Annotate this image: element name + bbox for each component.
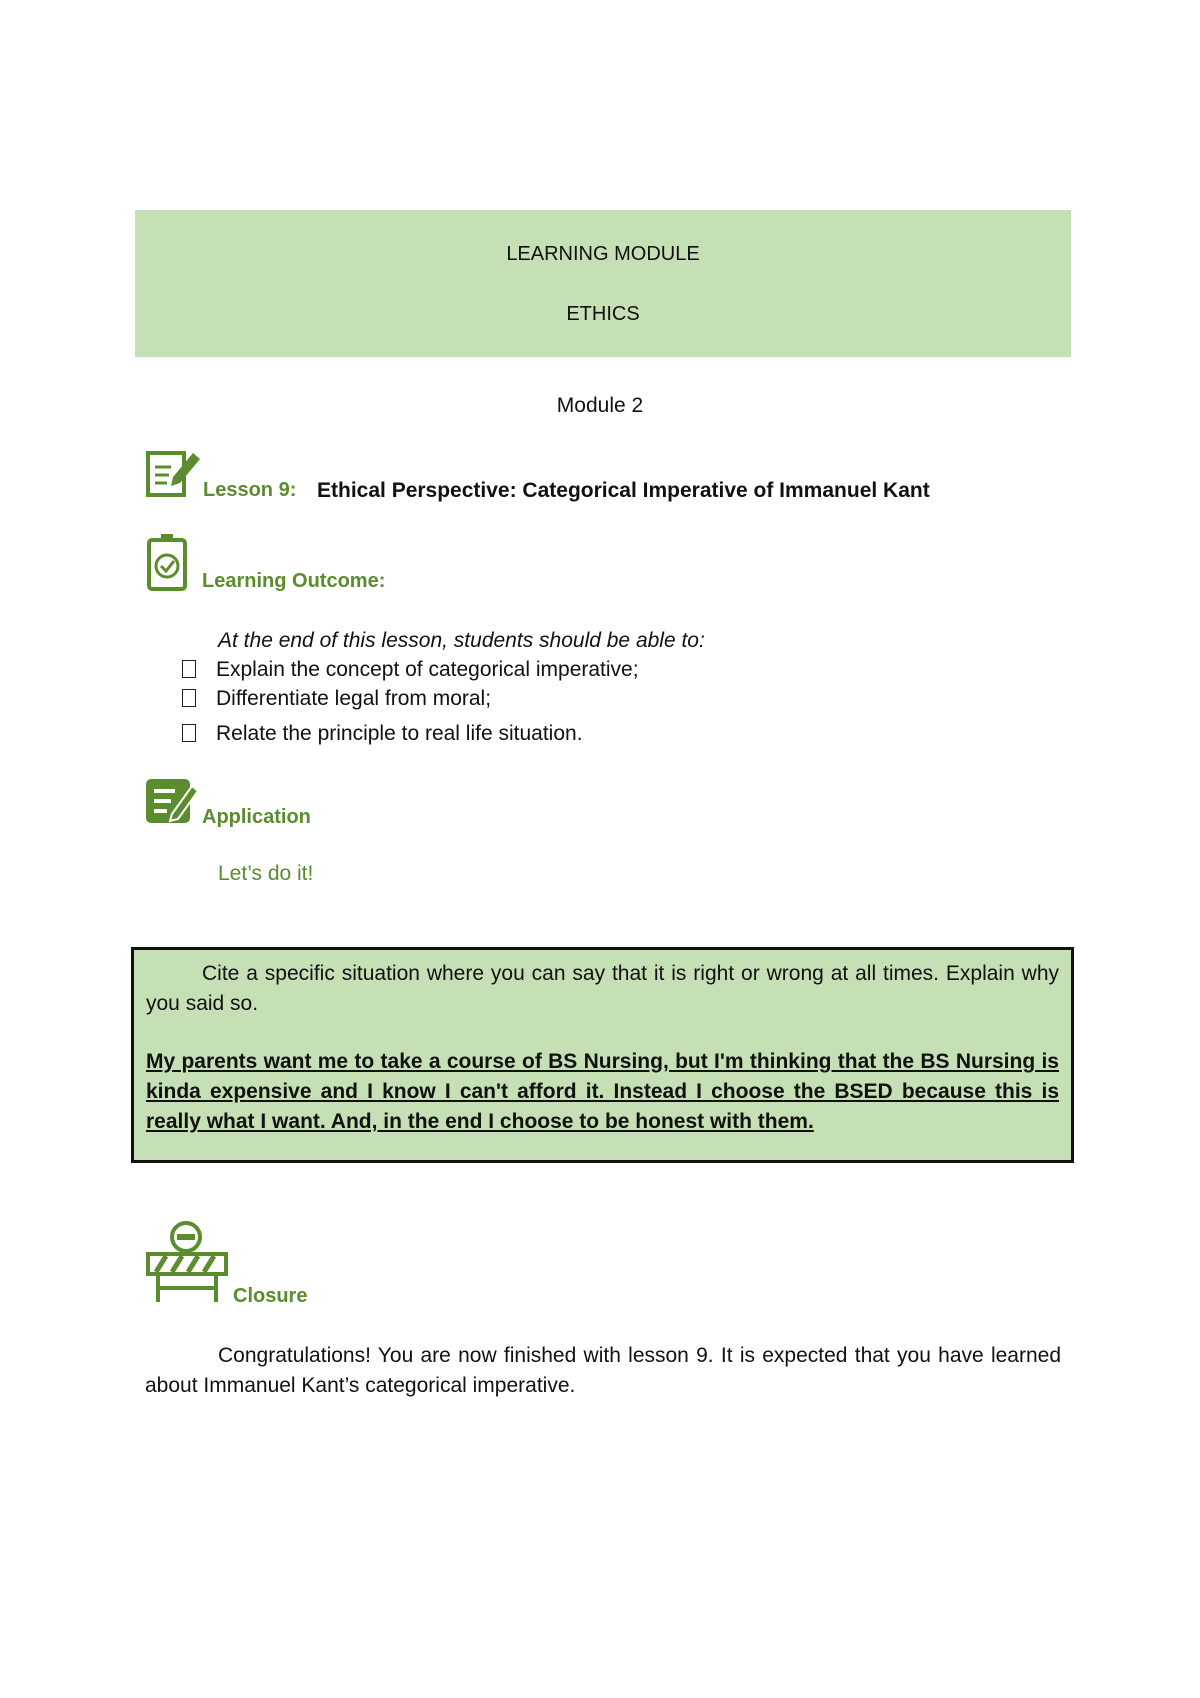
activity-prompt: Cite a specific situation where you can say that it is right or wrong at all times. Explain why you said so. [146,962,1059,1015]
learning-outcome-label: Learning Outcome: [202,570,386,592]
activity-box [131,947,1074,1163]
list-item [182,722,583,746]
list-item-text: Explain the concept of categorical imperative; [216,658,639,681]
lets-do-it-heading: Let’s do it! [218,862,314,885]
closure-label: Closure [233,1285,308,1307]
outcome-intro: At the end of this lesson, students should be able to: [218,629,705,652]
list-item-text: Relate the principle to real life situation. [216,722,583,745]
edit-document-icon [145,447,203,501]
edit-list-icon [145,776,199,828]
list-item-text: Differentiate legal from moral; [216,687,492,710]
lesson-title: Ethical Perspective: Categorical Imperative of Immanuel Kant [317,479,930,502]
lesson-label: Lesson 9: [203,479,297,501]
closure-text: Congratulations! You are now finished with lesson 9. It is expected that you have learned about Immanuel Kant’s categorical imperative. [145,1344,1061,1397]
module-number: Module 2 [556,394,644,417]
application-label: Application [202,806,311,828]
checkbox-glyph [182,689,196,707]
header-banner [135,210,1071,357]
header-title: LEARNING MODULE [506,243,700,265]
clipboard-check-icon [146,532,190,592]
list-item [182,687,491,711]
activity-answer: My parents want me to take a course of BS Nursing, but I'm thinking that the BS Nursing is kinda expensive and I know I can't afford it. Instead I choose the BSED because this is really what I want. And, in the end I choose to be honest with them. [146,1050,1059,1133]
barrier-icon [146,1220,228,1304]
checkbox-glyph [182,724,196,742]
list-item [182,658,639,682]
header-subject: ETHICS [566,303,640,325]
checkbox-glyph [182,660,196,678]
